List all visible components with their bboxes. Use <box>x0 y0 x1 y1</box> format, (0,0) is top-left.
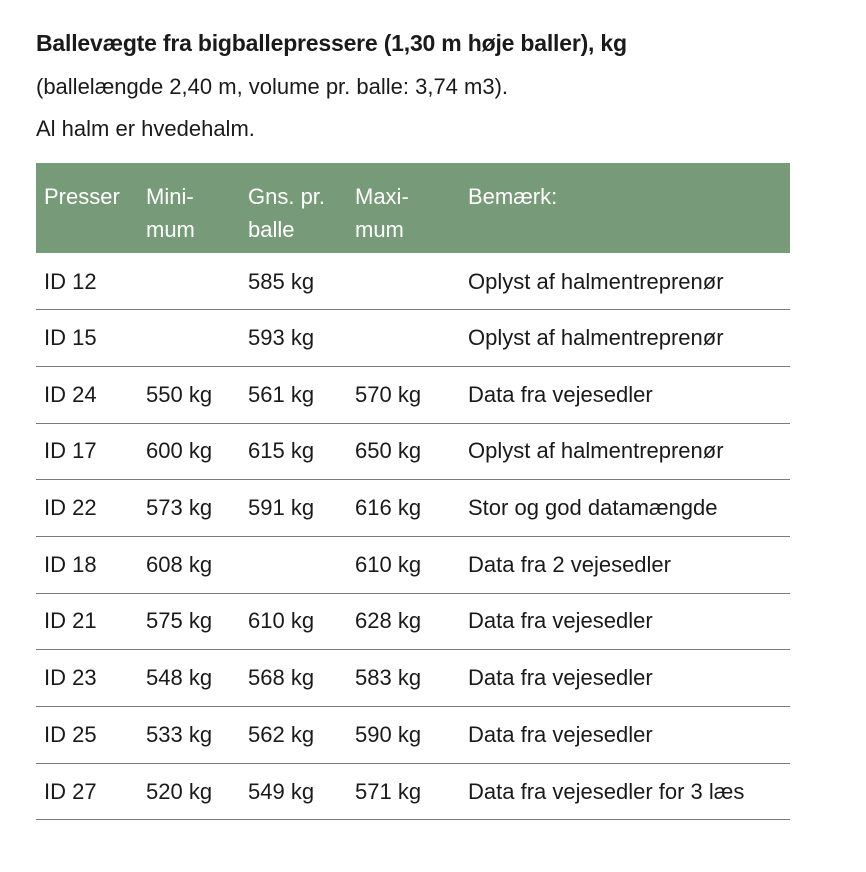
header-average: Gns. pr. balle <box>248 184 326 242</box>
cell-remark: Stor og god datamængde <box>460 480 790 537</box>
cell-remark: Oplyst af halmentreprenør <box>460 423 790 480</box>
cell-average <box>240 536 347 593</box>
cell-average: 561 kg <box>240 366 347 423</box>
table-row <box>36 253 790 310</box>
header-row <box>36 163 790 253</box>
cell-remark: Oplyst af halmentreprenør <box>460 310 790 367</box>
cell-minimum: 533 kg <box>138 707 240 764</box>
cell-maximum: 650 kg <box>347 423 460 480</box>
cell-average: 610 kg <box>240 593 347 650</box>
table-row <box>36 650 790 707</box>
subtitle-line-1: (ballelængde 2,40 m, volume pr. balle: 3,74 m3). <box>36 74 509 99</box>
cell-minimum: 550 kg <box>138 366 240 423</box>
cell-presser: ID 12 <box>36 253 138 310</box>
table-row <box>36 423 790 480</box>
cell-remark: Data fra vejesedler <box>460 650 790 707</box>
cell-minimum <box>138 310 240 367</box>
cell-minimum: 600 kg <box>138 423 240 480</box>
cell-maximum: 590 kg <box>347 707 460 764</box>
cell-presser: ID 22 <box>36 480 138 537</box>
cell-minimum <box>138 253 240 310</box>
cell-maximum: 616 kg <box>347 480 460 537</box>
table-row <box>36 536 790 593</box>
cell-remark: Data fra 2 vejesedler <box>460 536 790 593</box>
table-row <box>36 763 790 820</box>
cell-average: 562 kg <box>240 707 347 764</box>
cell-average: 585 kg <box>240 253 347 310</box>
cell-presser: ID 25 <box>36 707 138 764</box>
cell-presser: ID 23 <box>36 650 138 707</box>
cell-minimum: 575 kg <box>138 593 240 650</box>
cell-maximum <box>347 310 460 367</box>
cell-average: 549 kg <box>240 763 347 820</box>
cell-average: 615 kg <box>240 423 347 480</box>
cell-presser: ID 21 <box>36 593 138 650</box>
cell-average: 568 kg <box>240 650 347 707</box>
cell-maximum: 628 kg <box>347 593 460 650</box>
header-maximum: Maxi- mum <box>355 184 409 242</box>
cell-maximum: 583 kg <box>347 650 460 707</box>
table-row <box>36 310 790 367</box>
page-title: Ballevægte fra bigballepressere (1,30 m høje baller), kg <box>36 30 627 56</box>
header-presser: Presser <box>44 184 120 209</box>
table-row <box>36 593 790 650</box>
header-minimum: Mini- mum <box>146 184 195 242</box>
cell-maximum: 571 kg <box>347 763 460 820</box>
cell-presser: ID 17 <box>36 423 138 480</box>
header-remark: Bemærk: <box>468 184 558 209</box>
table-body <box>36 253 790 820</box>
cell-maximum <box>347 253 460 310</box>
cell-remark: Data fra vejesedler for 3 læs <box>460 763 790 820</box>
cell-remark: Oplyst af halmentreprenør <box>460 253 790 310</box>
cell-minimum: 608 kg <box>138 536 240 593</box>
cell-maximum: 610 kg <box>347 536 460 593</box>
cell-presser: ID 18 <box>36 536 138 593</box>
bale-weight-table <box>36 163 790 820</box>
cell-presser: ID 27 <box>36 763 138 820</box>
table-header <box>36 163 790 253</box>
cell-maximum: 570 kg <box>347 366 460 423</box>
cell-minimum: 520 kg <box>138 763 240 820</box>
table-row <box>36 707 790 764</box>
cell-remark: Data fra vejesedler <box>460 366 790 423</box>
table-row <box>36 366 790 423</box>
cell-remark: Data fra vejesedler <box>460 707 790 764</box>
cell-presser: ID 15 <box>36 310 138 367</box>
cell-remark: Data fra vejesedler <box>460 593 790 650</box>
cell-average: 593 kg <box>240 310 347 367</box>
subtitle-line-2: Al halm er hvedehalm. <box>36 116 255 141</box>
cell-presser: ID 24 <box>36 366 138 423</box>
cell-minimum: 548 kg <box>138 650 240 707</box>
table-row <box>36 480 790 537</box>
cell-average: 591 kg <box>240 480 347 537</box>
cell-minimum: 573 kg <box>138 480 240 537</box>
